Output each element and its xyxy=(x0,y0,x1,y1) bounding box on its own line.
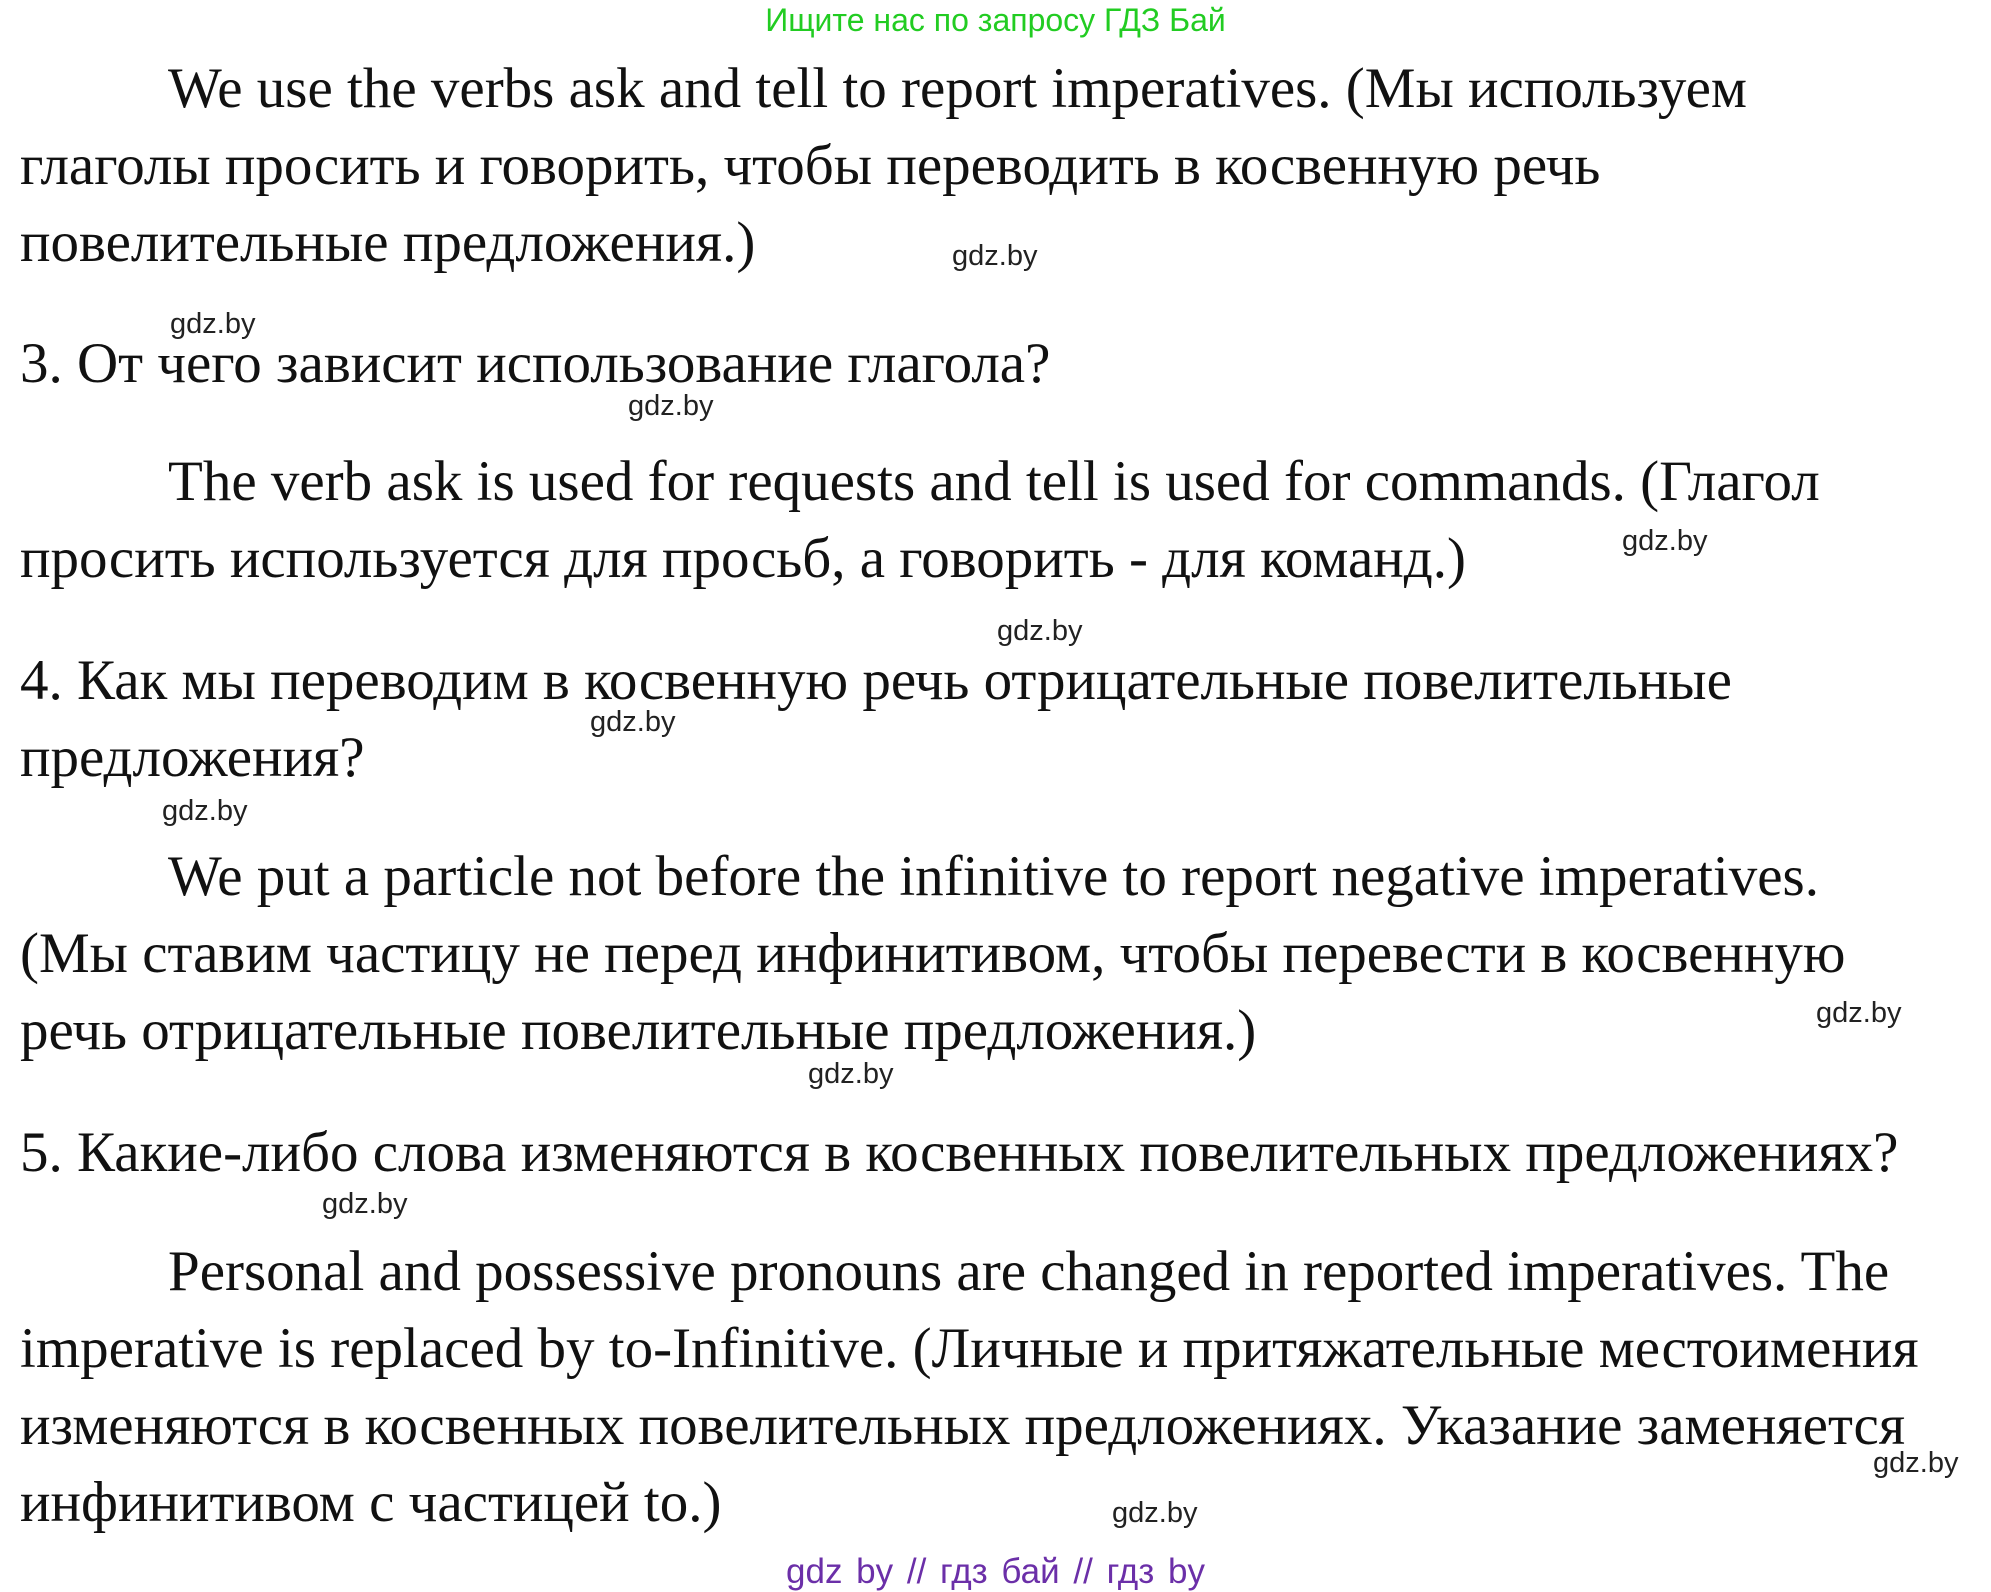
watermark: gdz.by xyxy=(162,795,248,827)
question-3-line: 3. От чего зависит использование глагола? xyxy=(20,332,1051,395)
question-5 xyxy=(20,1114,1980,1191)
search-hint-banner: Ищите нас по запросу ГДЗ Бай xyxy=(765,2,1226,38)
watermark: gdz.by xyxy=(590,706,676,738)
watermark: gdz.by xyxy=(1816,997,1902,1029)
question-4-line: предложения? xyxy=(20,726,365,789)
watermark: gdz.by xyxy=(952,240,1038,272)
answer-4-line: We put a particle not before the infinitive to report negative imperatives. xyxy=(168,845,1819,908)
answer-4-line: (Мы ставим частицу не перед инфинитивом, чтобы перевести в косвенную xyxy=(20,922,1846,985)
answer-3-paragraph xyxy=(20,443,1980,597)
answer-2-line: повелительные предложения.) xyxy=(20,211,756,274)
watermark: gdz.by xyxy=(997,615,1083,647)
answer-5-line: imperative is replaced by to-Infinitive. (Личные и притяжательные местоимения xyxy=(20,1317,1919,1380)
watermark: gdz.by xyxy=(1112,1497,1198,1529)
answer-3-line: The verb ask is used for requests and tell is used for commands. (Глагол xyxy=(168,450,1820,513)
question-4-line: 4. Как мы переводим в косвенную речь отрицательные повелительные xyxy=(20,649,1732,712)
watermark: gdz.by xyxy=(322,1188,408,1220)
question-5-line: 5. Какие-либо слова изменяются в косвенных повелительных предложениях? xyxy=(20,1121,1899,1184)
answer-5-line: Personal and possessive pronouns are changed in reported imperatives. The xyxy=(168,1240,1890,1303)
answer-3-line: просить используется для просьб, а говорить - для команд.) xyxy=(20,527,1467,590)
question-4 xyxy=(20,642,1980,796)
answer-2-line: We use the verbs ask and tell to report imperatives. (Мы используем xyxy=(168,57,1747,120)
watermark: gdz.by xyxy=(170,308,256,340)
watermark: gdz.by xyxy=(628,390,714,422)
watermark: gdz.by xyxy=(1873,1447,1959,1479)
question-3 xyxy=(20,325,1980,402)
watermark: gdz.by xyxy=(808,1058,894,1090)
answer-4-line: речь отрицательные повелительные предложения.) xyxy=(20,999,1257,1062)
footer-links: gdz by // гдз бай // гдз by xyxy=(786,1552,1205,1591)
answer-5-line: инфинитивом с частицей to.) xyxy=(20,1471,722,1534)
watermark: gdz.by xyxy=(1622,525,1708,557)
answer-2-line: глаголы просить и говорить, чтобы переводить в косвенную речь xyxy=(20,134,1601,197)
answer-5-line: изменяются в косвенных повелительных предложениях. Указание заменяется xyxy=(20,1394,1906,1457)
answer-4-paragraph xyxy=(20,838,1980,1069)
answer-5-paragraph xyxy=(20,1233,1980,1541)
